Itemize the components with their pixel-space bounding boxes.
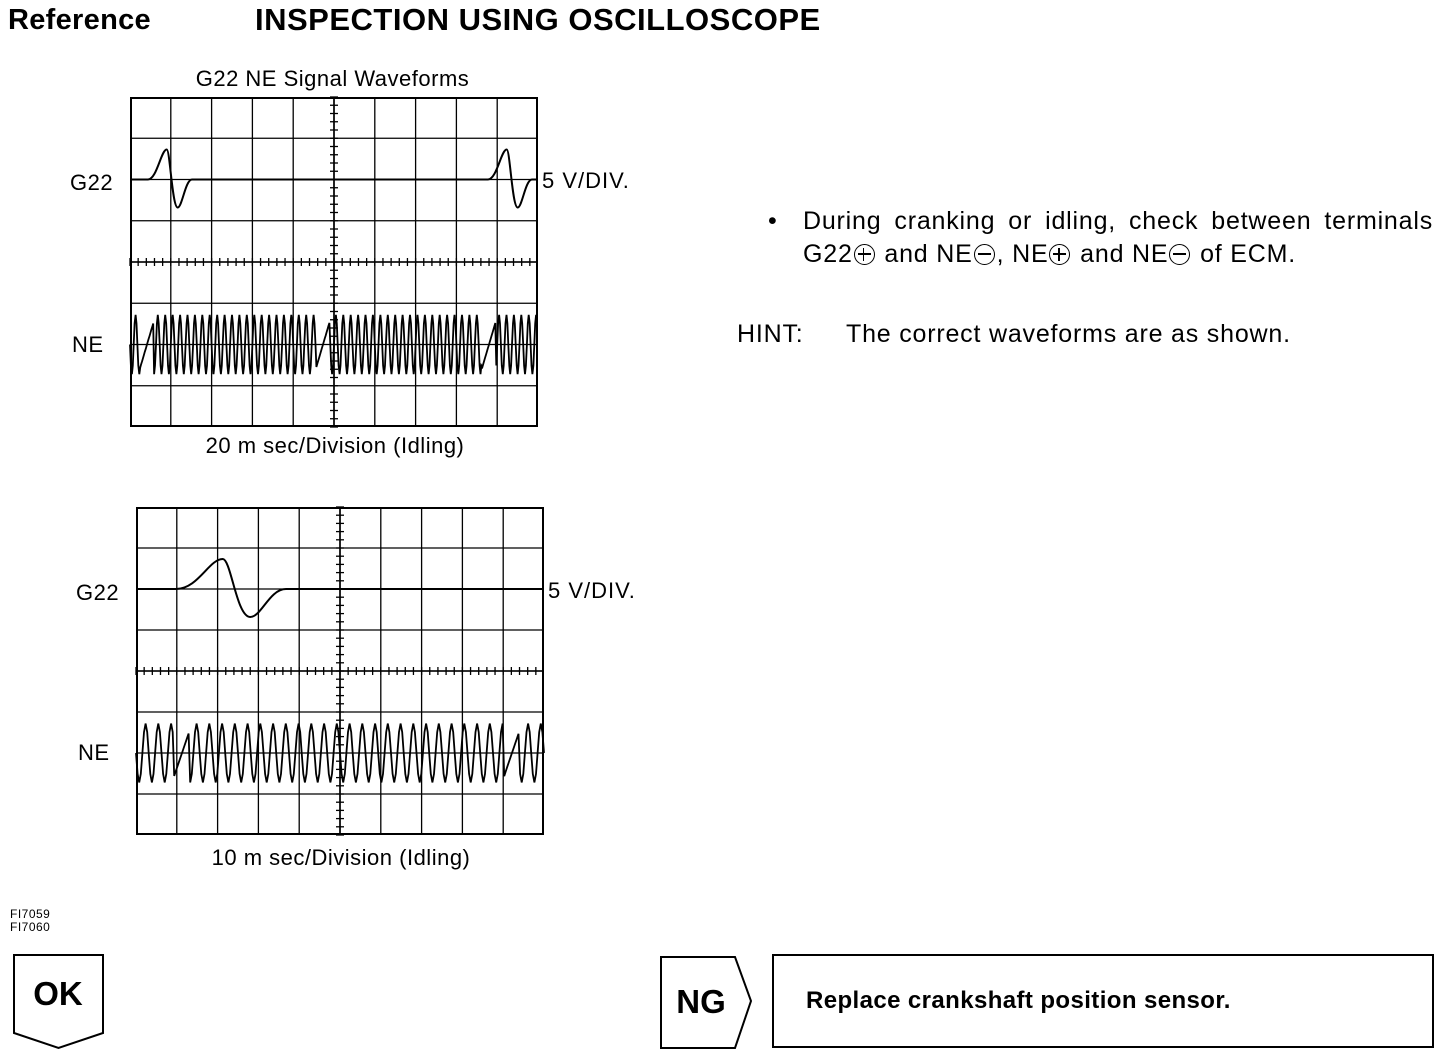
instruction-text-part: and NE — [876, 240, 973, 268]
page-title: INSPECTION USING OSCILLOSCOPE — [255, 2, 821, 37]
section-heading: Reference — [8, 4, 151, 36]
oscilloscope-display-2 — [136, 507, 546, 837]
g22-channel-label: G22 — [70, 170, 114, 195]
ok-label: OK — [33, 975, 83, 1012]
figure-id: FI7059 — [10, 907, 51, 921]
instruction-text-part: of ECM. — [1192, 240, 1297, 268]
instruction-text — [803, 205, 1433, 271]
scope-caption: 10 m sec/Division (Idling) — [211, 845, 471, 870]
minus-terminal-icon — [974, 244, 995, 265]
plus-terminal-icon — [854, 244, 875, 265]
g22-channel-label: G22 — [76, 580, 120, 605]
hint-label: HINT: — [737, 320, 804, 348]
bullet: • — [768, 207, 778, 235]
scope-title: G22 NE Signal Waveforms — [195, 66, 470, 91]
ne-channel-label: NE — [78, 740, 110, 765]
instruction-text-part: and NE — [1072, 240, 1169, 268]
ne-channel-label: NE — [72, 332, 104, 357]
scope-caption: 20 m sec/Division (Idling) — [205, 433, 465, 458]
instruction-text-part: , NE — [996, 240, 1049, 268]
instruction-text-part: During cranking or idling, check between terminals G22 — [803, 207, 1433, 268]
plus-terminal-icon — [1049, 244, 1070, 265]
volt-per-div-label: 5 V/DIV. — [548, 578, 636, 603]
figure-id: FI7060 — [10, 920, 51, 934]
minus-terminal-icon — [1169, 244, 1190, 265]
volt-per-div-label: 5 V/DIV. — [542, 168, 630, 193]
hint-text: The correct waveforms are as shown. — [846, 320, 1291, 348]
action-text: Replace crankshaft position sensor. — [806, 987, 1231, 1014]
ng-label: NG — [676, 983, 726, 1020]
oscilloscope-display-1 — [130, 97, 542, 427]
